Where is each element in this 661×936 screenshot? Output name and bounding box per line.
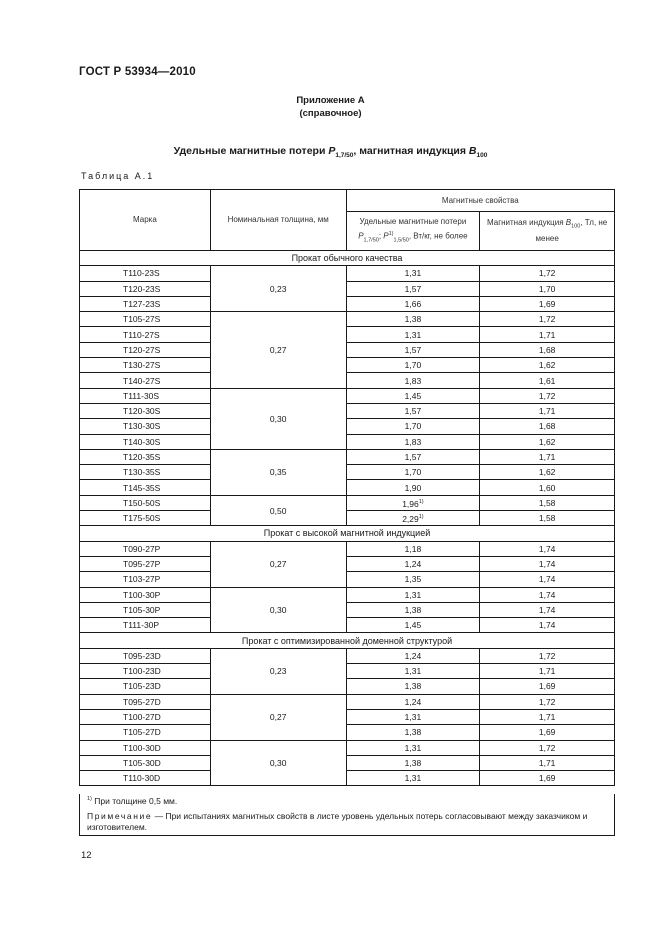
induction-cell: 1,74 xyxy=(480,602,615,617)
mark-cell: Т105-27D xyxy=(80,725,211,740)
loss-value: 1,38 xyxy=(404,727,422,738)
loss-value: 1,83 xyxy=(404,436,422,447)
header-induction xyxy=(480,212,615,251)
table-title xyxy=(0,145,661,159)
loss-cell xyxy=(346,572,480,587)
induction-cell: 1,72 xyxy=(480,388,615,403)
table-row xyxy=(80,480,615,495)
induction-cell: 1,71 xyxy=(480,664,615,679)
table-row xyxy=(80,465,615,480)
table-notes xyxy=(79,794,615,836)
table-row xyxy=(80,312,615,327)
table-row xyxy=(80,648,615,663)
mark-cell: Т100-30Р xyxy=(80,587,211,602)
document-header: ГОСТ Р 53934—2010 xyxy=(79,66,196,78)
loss-value: 1,31 xyxy=(404,268,422,279)
header-loss-p1-sub: 1,7/50 xyxy=(363,237,379,244)
mark-cell: Т111-30Р xyxy=(80,618,211,633)
thickness-cell: 0,30 xyxy=(210,388,346,449)
section-row xyxy=(80,526,615,541)
loss-value: 1,57 xyxy=(404,283,422,294)
induction-cell: 1,71 xyxy=(480,327,615,342)
thickness-cell: 0,35 xyxy=(210,449,346,495)
mark-cell: Т100-30D xyxy=(80,740,211,755)
table-row xyxy=(80,618,615,633)
header-ind-tail: , Тл, не менее xyxy=(535,218,608,243)
loss-cell xyxy=(346,755,480,770)
table-row xyxy=(80,403,615,418)
loss-cell xyxy=(346,373,480,388)
loss-value: 1,57 xyxy=(404,344,422,355)
loss-footnote-marker: 1) xyxy=(418,514,424,521)
table-row xyxy=(80,725,615,740)
loss-value: 1,38 xyxy=(404,681,422,692)
section-title: Прокат обычного качества xyxy=(80,251,615,266)
mark-cell: Т140-27S xyxy=(80,373,211,388)
loss-cell xyxy=(346,419,480,434)
loss-value: 1,24 xyxy=(404,650,422,661)
loss-value: 1,90 xyxy=(404,482,422,493)
induction-cell: 1,72 xyxy=(480,266,615,281)
induction-cell: 1,74 xyxy=(480,541,615,556)
table-row xyxy=(80,694,615,709)
mark-cell: Т111-30S xyxy=(80,388,211,403)
loss-cell xyxy=(346,587,480,602)
loss-value: 1,18 xyxy=(404,543,422,554)
induction-cell: 1,68 xyxy=(480,419,615,434)
table-row xyxy=(80,572,615,587)
loss-value: 1,66 xyxy=(404,299,422,310)
header-loss-p2: P xyxy=(383,231,389,241)
loss-value: 1,31 xyxy=(404,329,422,340)
loss-cell xyxy=(346,281,480,296)
appendix-title: Приложение А xyxy=(296,95,365,106)
mark-cell: Т120-27S xyxy=(80,342,211,357)
table-row xyxy=(80,679,615,694)
mark-cell: Т090-27Р xyxy=(80,541,211,556)
loss-cell xyxy=(346,388,480,403)
loss-value: 1,31 xyxy=(404,773,422,784)
loss-cell xyxy=(346,541,480,556)
table-row xyxy=(80,327,615,342)
mark-cell: Т103-27Р xyxy=(80,572,211,587)
section-row xyxy=(80,251,615,266)
magnetic-properties-table xyxy=(79,189,615,786)
mark-cell: Т100-27D xyxy=(80,709,211,724)
header-loss-sep: ; xyxy=(378,231,384,241)
loss-cell xyxy=(346,403,480,418)
loss-cell xyxy=(346,648,480,663)
header-ind-pre: Магнитная индукция xyxy=(487,218,566,228)
loss-value: 1,38 xyxy=(404,757,422,768)
table-row xyxy=(80,556,615,571)
table-row xyxy=(80,602,615,617)
footnote-marker: 1) xyxy=(87,796,92,803)
footnote-text: При толщине 0,5 мм. xyxy=(91,796,178,806)
induction-cell: 1,74 xyxy=(480,556,615,571)
mark-cell: Т120-23S xyxy=(80,281,211,296)
mark-cell: Т095-27Р xyxy=(80,556,211,571)
mark-cell: Т175-50S xyxy=(80,511,211,526)
loss-value: 1,57 xyxy=(404,406,422,417)
table-row xyxy=(80,342,615,357)
title-prefix: Удельные магнитные потери xyxy=(173,145,329,157)
mark-cell: Т145-35S xyxy=(80,480,211,495)
table-row xyxy=(80,449,615,464)
induction-cell: 1,69 xyxy=(480,771,615,786)
header-loss-p1: P xyxy=(358,231,364,241)
loss-cell xyxy=(346,495,480,510)
section-title: Прокат с оптимизированной доменной структурой xyxy=(80,633,615,648)
induction-cell: 1,72 xyxy=(480,648,615,663)
footnote xyxy=(87,796,177,806)
mark-cell: Т105-30Р xyxy=(80,602,211,617)
table-row xyxy=(80,709,615,724)
loss-value: 1,96 xyxy=(402,498,419,509)
induction-cell: 1,72 xyxy=(480,740,615,755)
loss-footnote-marker: 1) xyxy=(418,498,424,505)
table-header-row xyxy=(80,190,615,212)
loss-cell xyxy=(346,449,480,464)
table-row xyxy=(80,740,615,755)
mark-cell: Т140-30S xyxy=(80,434,211,449)
loss-cell xyxy=(346,434,480,449)
header-loss-p2-sup: 1) xyxy=(388,230,394,237)
header-mark: Марка xyxy=(80,190,211,251)
mark-cell: Т120-35S xyxy=(80,449,211,464)
loss-value: 1,31 xyxy=(404,742,422,753)
loss-cell xyxy=(346,679,480,694)
induction-cell: 1,61 xyxy=(480,373,615,388)
loss-cell xyxy=(346,709,480,724)
induction-cell: 1,62 xyxy=(480,358,615,373)
induction-cell: 1,62 xyxy=(480,465,615,480)
mark-cell: Т105-23D xyxy=(80,679,211,694)
induction-cell: 1,72 xyxy=(480,312,615,327)
table-row xyxy=(80,296,615,311)
induction-cell: 1,69 xyxy=(480,296,615,311)
thickness-cell: 0,27 xyxy=(210,694,346,740)
loss-cell xyxy=(346,725,480,740)
title-p-subscript: 1,7/50 xyxy=(335,152,354,160)
induction-cell: 1,74 xyxy=(480,587,615,602)
induction-cell: 1,71 xyxy=(480,755,615,770)
loss-value: 1,38 xyxy=(404,604,422,615)
induction-cell: 1,70 xyxy=(480,281,615,296)
appendix-heading xyxy=(0,94,661,120)
induction-cell: 1,62 xyxy=(480,434,615,449)
induction-cell: 1,60 xyxy=(480,480,615,495)
mark-cell: Т100-23D xyxy=(80,664,211,679)
thickness-cell: 0,30 xyxy=(210,740,346,786)
table-label: Таблица А.1 xyxy=(81,171,155,181)
table-row xyxy=(80,388,615,403)
loss-value: 1,31 xyxy=(404,666,422,677)
loss-value: 1,38 xyxy=(404,314,422,325)
table-row xyxy=(80,281,615,296)
table-row xyxy=(80,434,615,449)
table-row xyxy=(80,373,615,388)
section-row xyxy=(80,633,615,648)
mark-cell: Т130-35S xyxy=(80,465,211,480)
loss-cell xyxy=(346,556,480,571)
title-b-symbol: B xyxy=(468,145,477,157)
loss-value: 1,70 xyxy=(404,421,422,432)
mark-cell: Т130-30S xyxy=(80,419,211,434)
loss-cell xyxy=(346,342,480,357)
table-row xyxy=(80,495,615,510)
mark-cell: Т095-23D xyxy=(80,648,211,663)
table-row xyxy=(80,771,615,786)
loss-value: 2,29 xyxy=(402,514,419,525)
induction-cell: 1,69 xyxy=(480,679,615,694)
table-row xyxy=(80,587,615,602)
thickness-cell: 0,23 xyxy=(210,648,346,694)
induction-cell: 1,71 xyxy=(480,403,615,418)
loss-value: 1,24 xyxy=(404,559,422,570)
thickness-cell: 0,27 xyxy=(210,541,346,587)
thickness-cell: 0,23 xyxy=(210,266,346,312)
loss-cell xyxy=(346,327,480,342)
header-thickness: Номинальная толщина, мм xyxy=(210,190,346,251)
header-loss-line1: Удельные магнитные потери xyxy=(359,216,467,226)
title-p-symbol: P xyxy=(328,145,336,157)
induction-cell: 1,74 xyxy=(480,572,615,587)
mark-cell: Т127-23S xyxy=(80,296,211,311)
induction-cell: 1,71 xyxy=(480,709,615,724)
title-middle: , магнитная индукция xyxy=(353,145,469,157)
loss-value: 1,31 xyxy=(404,712,422,723)
mark-cell: Т095-27D xyxy=(80,694,211,709)
mark-cell: Т110-30D xyxy=(80,771,211,786)
loss-cell xyxy=(346,664,480,679)
title-b-subscript: 100 xyxy=(476,152,488,160)
note-text: — При испытаниях магнитных свойств в листе уровень удельных потерь согласовывают между заказчиком и изготовителем. xyxy=(87,811,588,832)
loss-cell xyxy=(346,771,480,786)
loss-cell xyxy=(346,602,480,617)
loss-cell xyxy=(346,740,480,755)
table-row xyxy=(80,266,615,281)
table-row xyxy=(80,755,615,770)
note-label: Примечание xyxy=(87,811,153,821)
loss-cell xyxy=(346,266,480,281)
mark-cell: Т120-30S xyxy=(80,403,211,418)
table-row xyxy=(80,511,615,526)
induction-cell: 1,74 xyxy=(480,618,615,633)
loss-cell xyxy=(346,618,480,633)
mark-cell: Т130-27S xyxy=(80,358,211,373)
table-row xyxy=(80,541,615,556)
induction-cell: 1,58 xyxy=(480,495,615,510)
mark-cell: Т110-23S xyxy=(80,266,211,281)
thickness-cell: 0,50 xyxy=(210,495,346,526)
table-row xyxy=(80,664,615,679)
note xyxy=(87,811,607,833)
header-loss-p2-sub: 1,5/50 xyxy=(393,237,409,244)
loss-cell xyxy=(346,480,480,495)
loss-cell xyxy=(346,358,480,373)
table-row xyxy=(80,419,615,434)
page-number: 12 xyxy=(81,850,92,861)
loss-cell xyxy=(346,511,480,526)
induction-cell: 1,58 xyxy=(480,511,615,526)
loss-value: 1,57 xyxy=(404,452,422,462)
table-row xyxy=(80,358,615,373)
loss-value: 1,83 xyxy=(404,375,422,386)
loss-cell xyxy=(346,694,480,709)
header-loss-tail: , Вт/кг, не более xyxy=(408,231,468,241)
loss-value: 1,35 xyxy=(404,574,422,585)
thickness-cell: 0,30 xyxy=(210,587,346,633)
induction-cell: 1,69 xyxy=(480,725,615,740)
loss-cell xyxy=(346,296,480,311)
section-title: Прокат с высокой магнитной индукцией xyxy=(80,526,615,541)
induction-cell: 1,68 xyxy=(480,342,615,357)
induction-cell: 1,72 xyxy=(480,694,615,709)
loss-cell xyxy=(346,465,480,480)
mark-cell: Т110-27S xyxy=(80,327,211,342)
thickness-cell: 0,27 xyxy=(210,312,346,388)
mark-cell: Т105-30D xyxy=(80,755,211,770)
induction-cell: 1,71 xyxy=(480,449,615,464)
loss-value: 1,31 xyxy=(404,589,422,600)
loss-value: 1,70 xyxy=(404,360,422,371)
mark-cell: Т150-50S xyxy=(80,495,211,510)
header-ind-sub: 100 xyxy=(571,223,581,230)
mark-cell: Т105-27S xyxy=(80,312,211,327)
loss-value: 1,45 xyxy=(404,390,422,401)
loss-value: 1,45 xyxy=(404,620,422,631)
appendix-subtitle: (справочное) xyxy=(299,108,362,119)
loss-cell xyxy=(346,312,480,327)
header-magnetic-properties: Магнитные свойства xyxy=(346,190,614,212)
header-specific-loss xyxy=(346,212,480,251)
loss-value: 1,24 xyxy=(404,696,422,707)
loss-value: 1,70 xyxy=(404,467,422,478)
header-ind-symbol: B xyxy=(565,218,572,228)
